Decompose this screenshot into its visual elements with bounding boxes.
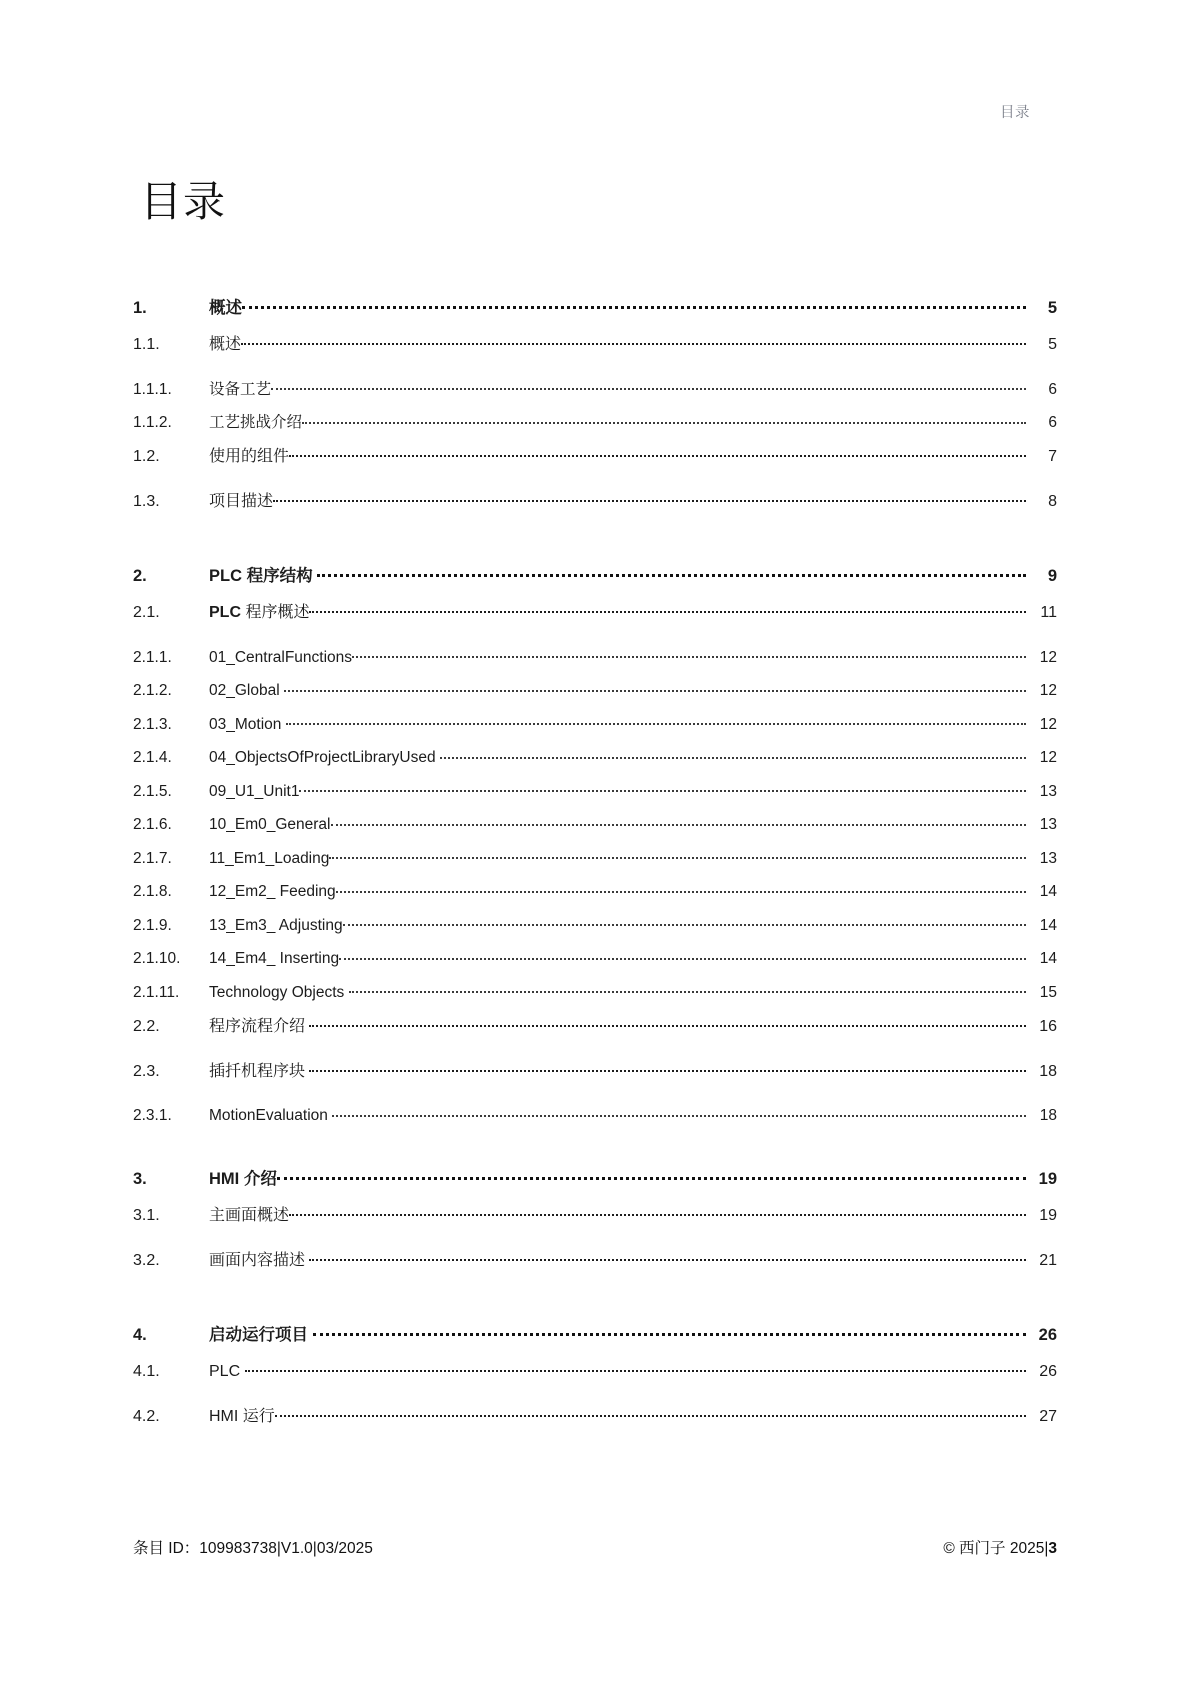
toc-entry-label: 03_Motion: [209, 715, 286, 733]
toc-entry-page-number: 26: [1038, 1325, 1057, 1344]
toc-entry[interactable]: [133, 1167, 1057, 1204]
toc-entry-label: 项目描述: [209, 493, 274, 510]
footer-copyright-text: © 西门子 2025|: [943, 1540, 1049, 1557]
toc-entry[interactable]: [133, 1060, 1057, 1105]
toc-entry-label-group: [209, 601, 1026, 621]
toc-entry-label-group: [209, 1204, 1026, 1224]
toc-entry-page-number: 12: [1039, 648, 1057, 666]
toc-entry-label: HMI 运行: [209, 1408, 275, 1425]
toc-entry-page-number: 14: [1039, 883, 1057, 900]
toc-entry[interactable]: [133, 914, 1057, 948]
running-header: 目录: [1000, 105, 1030, 121]
toc-entry-label-group: [209, 1105, 1026, 1124]
toc-entry-page-number: 14: [1039, 916, 1057, 934]
toc-entry-number: 2.1.10.: [133, 950, 181, 967]
toc-entry-label-group: [209, 412, 1026, 431]
toc-entry-label-group: [209, 948, 1026, 967]
toc-entry-page-number: 16: [1039, 1017, 1057, 1035]
toc-dot-leader: [302, 412, 1026, 428]
toc-dot-leader: [331, 814, 1027, 830]
toc-entry[interactable]: [133, 1360, 1057, 1405]
toc-entry-label-group: [209, 490, 1026, 510]
toc-entry-label-group: [209, 713, 1026, 732]
toc-entry[interactable]: [133, 881, 1057, 915]
toc-entry-page-number: 8: [1048, 493, 1057, 510]
toc-entry[interactable]: [133, 646, 1057, 680]
toc-entry-page-number: 12: [1039, 749, 1057, 766]
toc-entry-label: 主画面概述: [209, 1207, 290, 1224]
toc-entry-page-number: 6: [1048, 380, 1057, 398]
toc-entry-number: 1.1.2.: [133, 414, 172, 431]
toc-entry-label: 设备工艺: [209, 380, 272, 398]
page-footer: [133, 1536, 1057, 1558]
toc-dot-leader: [317, 564, 1026, 581]
toc-dot-leader: [277, 1167, 1026, 1184]
toc-entry-number: 2.3.1.: [133, 1107, 172, 1124]
toc-entry-label-group: [209, 1249, 1026, 1269]
toc-entry[interactable]: [133, 981, 1057, 1015]
toc-entry-page-number: 13: [1039, 849, 1057, 867]
toc-entry-label: 概述: [209, 336, 242, 353]
toc-entry-number: 2.3.: [133, 1062, 160, 1080]
toc-entry[interactable]: [133, 1323, 1057, 1360]
toc-entry[interactable]: [133, 564, 1057, 601]
toc-entry[interactable]: [133, 296, 1057, 333]
toc-entry-page-number: 6: [1048, 414, 1057, 431]
toc-entry-page-number: 18: [1039, 1107, 1057, 1124]
toc-dot-leader: [336, 881, 1026, 897]
toc-entry-label: 程序概述: [241, 604, 310, 621]
toc-dot-leader: [271, 378, 1026, 394]
toc-entry-page-number: 15: [1039, 983, 1057, 1001]
toc-entry-label-group: [209, 646, 1026, 665]
toc-dot-leader: [440, 747, 1026, 763]
toc-entry-page-number: 19: [1038, 1169, 1057, 1188]
toc-dot-leader: [309, 1060, 1026, 1076]
toc-entry-number: 2.2.: [133, 1017, 160, 1035]
toc-dot-leader: [289, 445, 1026, 461]
toc-entry-label: 10_Em0_General: [209, 816, 331, 833]
toc-entry-label: 程序流程介绍: [209, 1017, 310, 1035]
toc-entry-page-number: 18: [1039, 1062, 1057, 1080]
toc-entry-page-number: 14: [1039, 950, 1057, 967]
toc-entry-number: 4.2.: [133, 1408, 160, 1425]
toc-entry-label: 工艺挑战介绍: [209, 414, 303, 431]
toc-entry-page-number: 13: [1039, 816, 1057, 833]
toc-dot-leader: [309, 601, 1026, 617]
toc-entry-label-group: [209, 780, 1026, 799]
toc-entry-number: 2.1.5.: [133, 782, 172, 800]
toc-entry-number: 2.1.6.: [133, 816, 172, 833]
toc-entry[interactable]: [133, 378, 1057, 412]
toc-entry-label-group: [209, 1060, 1026, 1080]
toc-entry-label: 09_U1_Unit1: [209, 782, 300, 800]
toc-entry-page-number: 7: [1048, 448, 1057, 465]
toc-entry[interactable]: [133, 601, 1057, 646]
toc-entry-label-group: [209, 445, 1026, 465]
toc-dot-leader: [313, 1323, 1026, 1340]
toc-entry-number: 1.1.1.: [133, 380, 172, 398]
toc-entry-label: 14_Em4_ Inserting: [209, 950, 340, 967]
toc-entry-number: 2.1.8.: [133, 883, 172, 900]
toc-entry[interactable]: [133, 333, 1057, 378]
toc-entry-label-group: [209, 564, 1026, 584]
toc-entry[interactable]: [133, 847, 1057, 881]
toc-entry-label-group: [209, 1167, 1026, 1187]
toc-entry-label: 02_Global: [209, 682, 284, 699]
toc-entry-label: 11_Em1_Loading: [209, 849, 330, 867]
toc-dot-leader: [309, 1015, 1026, 1031]
toc-entry-number: 3.: [133, 1169, 147, 1188]
toc-entry-number: 2.1.11.: [133, 983, 180, 1001]
toc-entry-label-group: [209, 1405, 1026, 1425]
toc-dot-leader: [349, 981, 1026, 997]
toc-entry[interactable]: [133, 490, 1057, 535]
toc-entry-number: 2.: [133, 566, 147, 585]
toc-entry-number: 3.2.: [133, 1252, 160, 1269]
toc-entry-label: PLC: [209, 1363, 245, 1380]
toc-entry-label-prefix: PLC: [209, 604, 241, 621]
toc-entry-label: 04_ObjectsOfProjectLibraryUsed: [209, 749, 440, 766]
toc-dot-leader: [332, 1105, 1026, 1121]
toc-dot-leader: [273, 490, 1026, 506]
toc-dot-leader: [343, 914, 1026, 930]
toc-entry[interactable]: [133, 1249, 1057, 1294]
toc-entry-label: 启动运行项目: [209, 1325, 313, 1344]
toc-entry-label-group: [209, 814, 1026, 833]
toc-dot-leader: [242, 296, 1026, 313]
toc-entry-label: 程序结构: [242, 566, 318, 585]
toc-entry-label-group: [209, 680, 1026, 699]
toc-entry-label-group: [209, 981, 1026, 1000]
toc-entry-page-number: 21: [1039, 1252, 1057, 1269]
page-title: 目录: [140, 178, 227, 226]
toc-entry-number: 3.1.: [133, 1207, 160, 1224]
toc-entry-number: 1.2.: [133, 448, 160, 465]
toc-dot-leader: [299, 780, 1026, 796]
toc-entry[interactable]: [133, 445, 1057, 490]
toc-entry[interactable]: [133, 1105, 1057, 1139]
toc-entry[interactable]: [133, 680, 1057, 714]
toc-entry-page-number: 12: [1039, 715, 1057, 733]
toc-entry-number: 2.1.1.: [133, 648, 172, 666]
toc-entry-label-group: [209, 1323, 1026, 1343]
toc-entry[interactable]: [133, 1015, 1057, 1060]
toc-entry-label: 插扦机程序块: [209, 1062, 310, 1080]
toc-entry-label-prefix: HMI: [209, 1169, 240, 1188]
footer-entry-id: 条目 ID：109983738|V1.0|03/2025: [133, 1540, 373, 1557]
table-of-contents: [133, 296, 1057, 1450]
footer-page-number: 3: [1048, 1540, 1057, 1557]
toc-entry-page-number: 5: [1048, 336, 1057, 353]
toc-entry-label: MotionEvaluation: [209, 1107, 333, 1124]
footer-copyright: [943, 1536, 1057, 1558]
toc-entry-page-number: 9: [1047, 566, 1057, 585]
toc-entry[interactable]: [133, 713, 1057, 747]
toc-entry-label-group: [209, 296, 1026, 316]
toc-dot-leader: [352, 646, 1026, 662]
toc-entry[interactable]: [133, 780, 1057, 814]
toc-entry-number: 1.: [133, 298, 147, 317]
toc-entry-number: 1.1.: [133, 336, 160, 353]
toc-dot-leader: [275, 1405, 1026, 1421]
toc-entry[interactable]: [133, 1405, 1057, 1450]
toc-entry-number: 2.1.: [133, 604, 160, 621]
toc-entry-label-group: [209, 747, 1026, 766]
toc-entry-label: 介绍: [239, 1169, 277, 1188]
toc-entry-number: 2.1.2.: [133, 682, 172, 699]
toc-entry-number: 2.1.9.: [133, 916, 172, 934]
toc-entry-page-number: 13: [1039, 782, 1057, 800]
toc-entry-label-group: [209, 914, 1026, 933]
toc-entry[interactable]: [133, 948, 1057, 982]
toc-entry-label: 12_Em2_ Feeding: [209, 883, 336, 900]
toc-entry-page-number: 5: [1047, 298, 1057, 317]
toc-entry-number: 2.1.7.: [133, 849, 172, 867]
toc-entry-label: Technology Objects: [209, 983, 349, 1001]
toc-entry-page-number: 26: [1039, 1363, 1057, 1380]
toc-entry-number: 4.: [133, 1325, 147, 1344]
toc-entry[interactable]: [133, 747, 1057, 781]
toc-entry-label: 画面内容描述: [209, 1252, 310, 1269]
toc-entry-label-group: [209, 1360, 1026, 1380]
toc-dot-leader: [284, 680, 1026, 696]
toc-dot-leader: [286, 713, 1026, 729]
toc-entry-page-number: 11: [1040, 604, 1057, 621]
toc-entry-page-number: 19: [1039, 1207, 1057, 1224]
toc-entry-label-group: [209, 881, 1026, 900]
toc-entry-label-group: [209, 847, 1026, 866]
toc-entry-number: 2.1.3.: [133, 715, 172, 733]
toc-entry-label: 概述: [209, 298, 242, 317]
toc-entry[interactable]: [133, 814, 1057, 848]
toc-entry-label: 13_Em3_ Adjusting: [209, 916, 343, 934]
toc-entry-page-number: 12: [1039, 682, 1057, 699]
toc-entry-label-group: [209, 1015, 1026, 1035]
toc-entry-label-prefix: PLC: [209, 566, 242, 585]
toc-entry[interactable]: [133, 412, 1057, 446]
toc-dot-leader: [245, 1360, 1026, 1376]
toc-dot-leader: [289, 1204, 1026, 1220]
toc-dot-leader: [241, 333, 1026, 349]
toc-dot-leader: [309, 1249, 1026, 1265]
toc-entry-label-group: [209, 378, 1026, 397]
toc-entry-label: 01_CentralFunctions: [209, 648, 353, 666]
toc-dot-leader: [329, 847, 1026, 863]
toc-entry-number: 1.3.: [133, 493, 160, 510]
toc-entry-label: 使用的组件: [209, 448, 290, 465]
toc-entry-number: 4.1.: [133, 1363, 160, 1380]
toc-entry-page-number: 27: [1039, 1408, 1057, 1425]
toc-entry[interactable]: [133, 1204, 1057, 1249]
toc-entry-number: 2.1.4.: [133, 749, 172, 766]
toc-entry-label-group: [209, 333, 1026, 353]
toc-dot-leader: [339, 948, 1026, 964]
